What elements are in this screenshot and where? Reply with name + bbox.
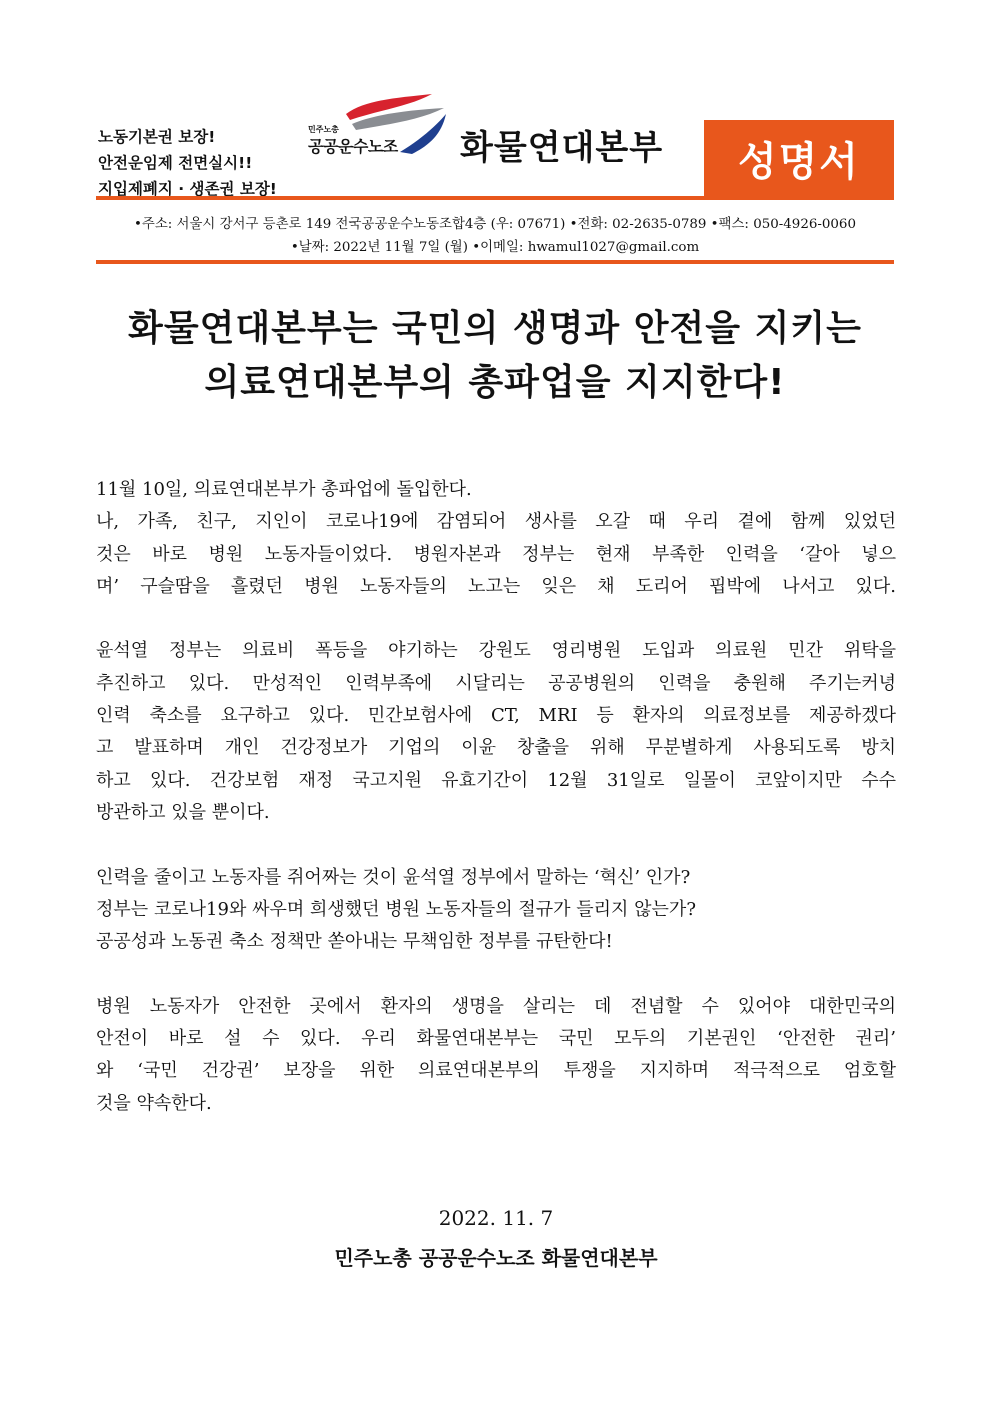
slogan: 지입제폐지 · 생존권 보장! — [98, 180, 277, 198]
statement-body — [96, 474, 896, 1120]
body-line: 인력 축소를 요구하고 있다. 민간보험사에 CT, MRI 등 환자의 의료정보를 제공하겠다 — [96, 705, 896, 727]
body-line: 안전이 바로 설 수 있다. 우리 화물연대본부는 국민 모두의 기본권인 ‘안전한 권리’ — [96, 1028, 896, 1050]
body-line: 고 발표하며 개인 건강정보가 기업의 이윤 창출을 위해 무분별하게 사용되도록 방치 — [96, 737, 896, 759]
body-line: 추진하고 있다. 만성적인 인력부족에 시달리는 공공병원의 인력을 충원해 주기는커녕 — [96, 672, 896, 694]
body-line: 윤석열 정부는 의료비 폭등을 야기하는 강원도 영리병원 도입과 의료원 민간 위탁을 — [96, 640, 896, 662]
org-title: 화물연대본부 — [460, 128, 664, 168]
header-divider-top — [96, 196, 894, 200]
body-line: 며’ 구슬땀을 흘렸던 병원 노동자들의 노고는 잊은 채 도리어 핍박에 나서고 있다. — [96, 575, 896, 597]
body-line: 나, 가족, 친구, 지인이 코로나19에 감염되어 생사를 오갈 때 우리 곁에 함께 있었던 — [96, 511, 896, 533]
slogan-list — [98, 124, 328, 202]
signature: 민주노총 공공운수노조 화물연대본부 — [334, 1246, 658, 1270]
logo-small-text: 민주노총 — [308, 125, 339, 134]
slogan: 노동기본권 보장! — [98, 128, 216, 146]
body-line: 것을 약속한다. — [96, 1092, 212, 1114]
body-line: 인력을 줄이고 노동자를 쥐어짜는 것이 윤석열 정부에서 말하는 ‘혁신’ 인가? — [96, 866, 691, 888]
body-line: 와 ‘국민 건강권’ 보장을 위한 의료연대본부의 투쟁을 지지하며 적극적으로 엄호할 — [96, 1060, 896, 1082]
body-line: 것은 바로 병원 노동자들이었다. 병원자본과 정부는 현재 부족한 인력을 ‘갈아 넣으 — [96, 543, 896, 565]
header-divider-bottom — [96, 260, 894, 264]
body-line: 방관하고 있을 뿐이다. — [96, 801, 270, 823]
statement-date: 2022. 11. 7 — [438, 1206, 554, 1230]
body-line: 11월 10일, 의료연대본부가 총파업에 돌입한다. — [96, 479, 472, 500]
body-line: 하고 있다. 건강보험 재정 국고지원 유효기간이 12월 31일로 일몰이 코앞이지만 수수 — [96, 769, 896, 791]
body-line: 공공성과 노동권 축소 정책만 쏟아내는 무책임한 정부를 규탄한다! — [96, 931, 613, 953]
contact-line: •주소: 서울시 강서구 등촌로 149 전국공공운수노동조합4층 (우: 07671) •전화: 02-2635-0789 •팩스: 050-4926-0060 — [134, 217, 856, 232]
headline-line: 의료연대본부의 총파업을 지지한다! — [204, 362, 786, 403]
union-logo — [300, 92, 450, 158]
doc-type-badge: 성명서 — [704, 120, 894, 196]
contact-line: •날짜: 2022년 11월 7일 (월) •이메일: hwamul1027@gmail.com — [290, 240, 700, 255]
logo-union-text: 공공운수노조 — [308, 137, 398, 156]
body-line: 정부는 코로나19와 싸우며 희생했던 병원 노동자들의 절규가 들리지 않는가? — [96, 898, 696, 920]
body-line: 병원 노동자가 안전한 곳에서 환자의 생명을 살리는 데 전념할 수 있어야 대한민국의 — [96, 995, 896, 1017]
slogan: 안전운임제 전면실시!! — [98, 154, 253, 172]
headline-line: 화물연대본부는 국민의 생명과 안전을 지키는 — [128, 308, 862, 349]
headline — [96, 302, 894, 410]
